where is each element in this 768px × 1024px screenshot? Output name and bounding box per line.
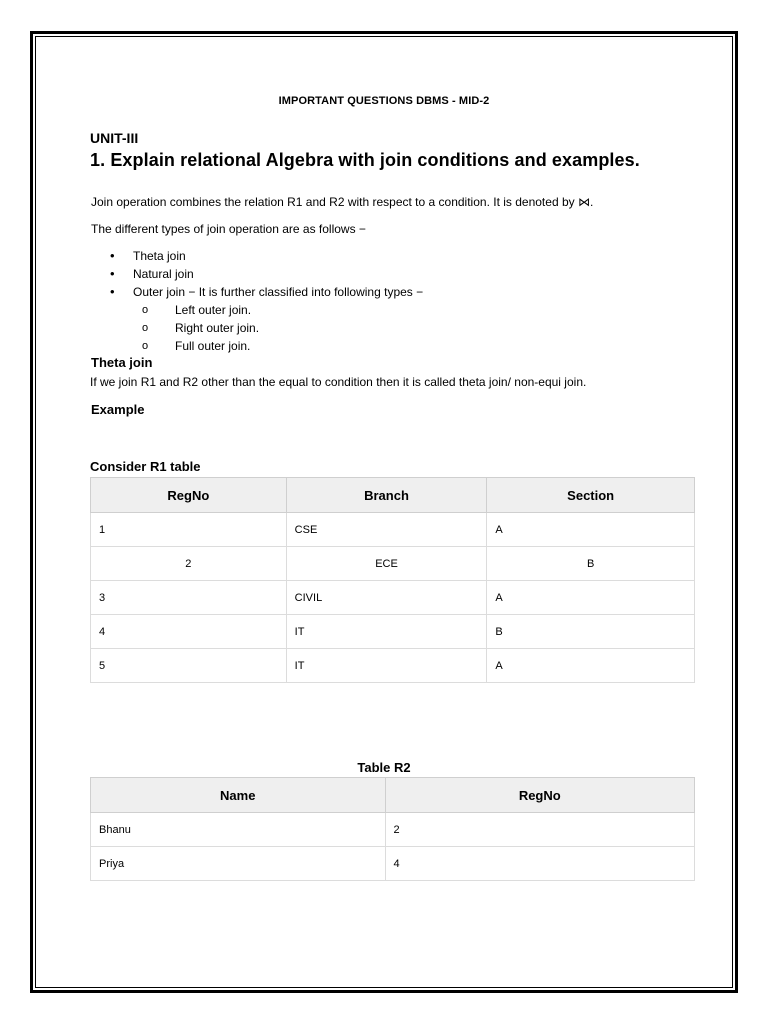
list-item-text: Natural join [133,267,194,281]
table-header-row [91,778,695,813]
table-cell: 2 [91,547,287,581]
table-cell: 4 [91,615,287,649]
sub-list-item-text: Full outer join. [175,339,251,353]
table-row [91,649,695,683]
example-heading: Example [91,402,145,417]
table-row [91,847,695,881]
r1-table-caption: Consider R1 table [90,459,201,474]
table-cell: A [487,513,695,547]
table-cell: 2 [385,813,694,847]
table-cell: A [487,649,695,683]
table-header-row [91,478,695,513]
join-types-list [110,248,423,356]
column-header: Name [91,778,386,813]
column-header: RegNo [91,478,287,513]
list-item [110,284,423,302]
table-row [91,813,695,847]
types-intro-paragraph: The different types of join operation are as follows − [91,222,366,236]
table-cell: 1 [91,513,287,547]
column-header: RegNo [385,778,694,813]
column-header: Branch [286,478,487,513]
theta-join-paragraph: If we join R1 and R2 other than the equal to condition then it is called theta join/ non-equi join. [90,375,587,389]
circle-bullet-icon: o [142,304,149,316]
column-header: Section [487,478,695,513]
table-cell: 4 [385,847,694,881]
table-cell: 5 [91,649,287,683]
sub-list-item [110,320,423,338]
table-cell: CSE [286,513,487,547]
list-item-text: Outer join − It is further classified into following types − [133,285,424,299]
bullet-icon: • [110,266,115,281]
table-cell: 3 [91,581,287,615]
table-cell: IT [286,649,487,683]
unit-heading: UNIT-III [90,130,139,146]
question-heading: 1. Explain relational Algebra with join conditions and examples. [90,150,640,170]
table-cell: Priya [91,847,386,881]
bullet-icon: • [110,248,115,263]
sub-list-item [110,302,423,320]
intro-paragraph: Join operation combines the relation R1 and R2 with respect to a condition. It is denoted by ⋈. [91,195,594,209]
bullet-icon: • [110,284,115,299]
table-row [91,615,695,649]
table-cell: Bhanu [91,813,386,847]
r2-table [90,777,695,881]
table-row [91,581,695,615]
document-title: IMPORTANT QUESTIONS DBMS - MID-2 [278,95,490,107]
table-cell: A [487,581,695,615]
table-cell: B [487,615,695,649]
table-cell: IT [286,615,487,649]
table-cell: CIVIL [286,581,487,615]
list-item [110,248,423,266]
table-row [91,513,695,547]
sub-list-item [110,338,423,356]
sub-list-item-text: Right outer join. [175,321,260,335]
table-cell: ECE [286,547,487,581]
r1-table [90,477,695,683]
theta-join-heading: Theta join [91,355,153,370]
sub-list-item-text: Left outer join. [175,303,252,317]
r2-table-caption: Table R2 [357,760,411,775]
list-item-text: Theta join [133,249,186,263]
list-item [110,266,423,284]
circle-bullet-icon: o [142,322,149,334]
circle-bullet-icon: o [142,340,149,352]
table-cell: B [487,547,695,581]
table-row [91,547,695,581]
